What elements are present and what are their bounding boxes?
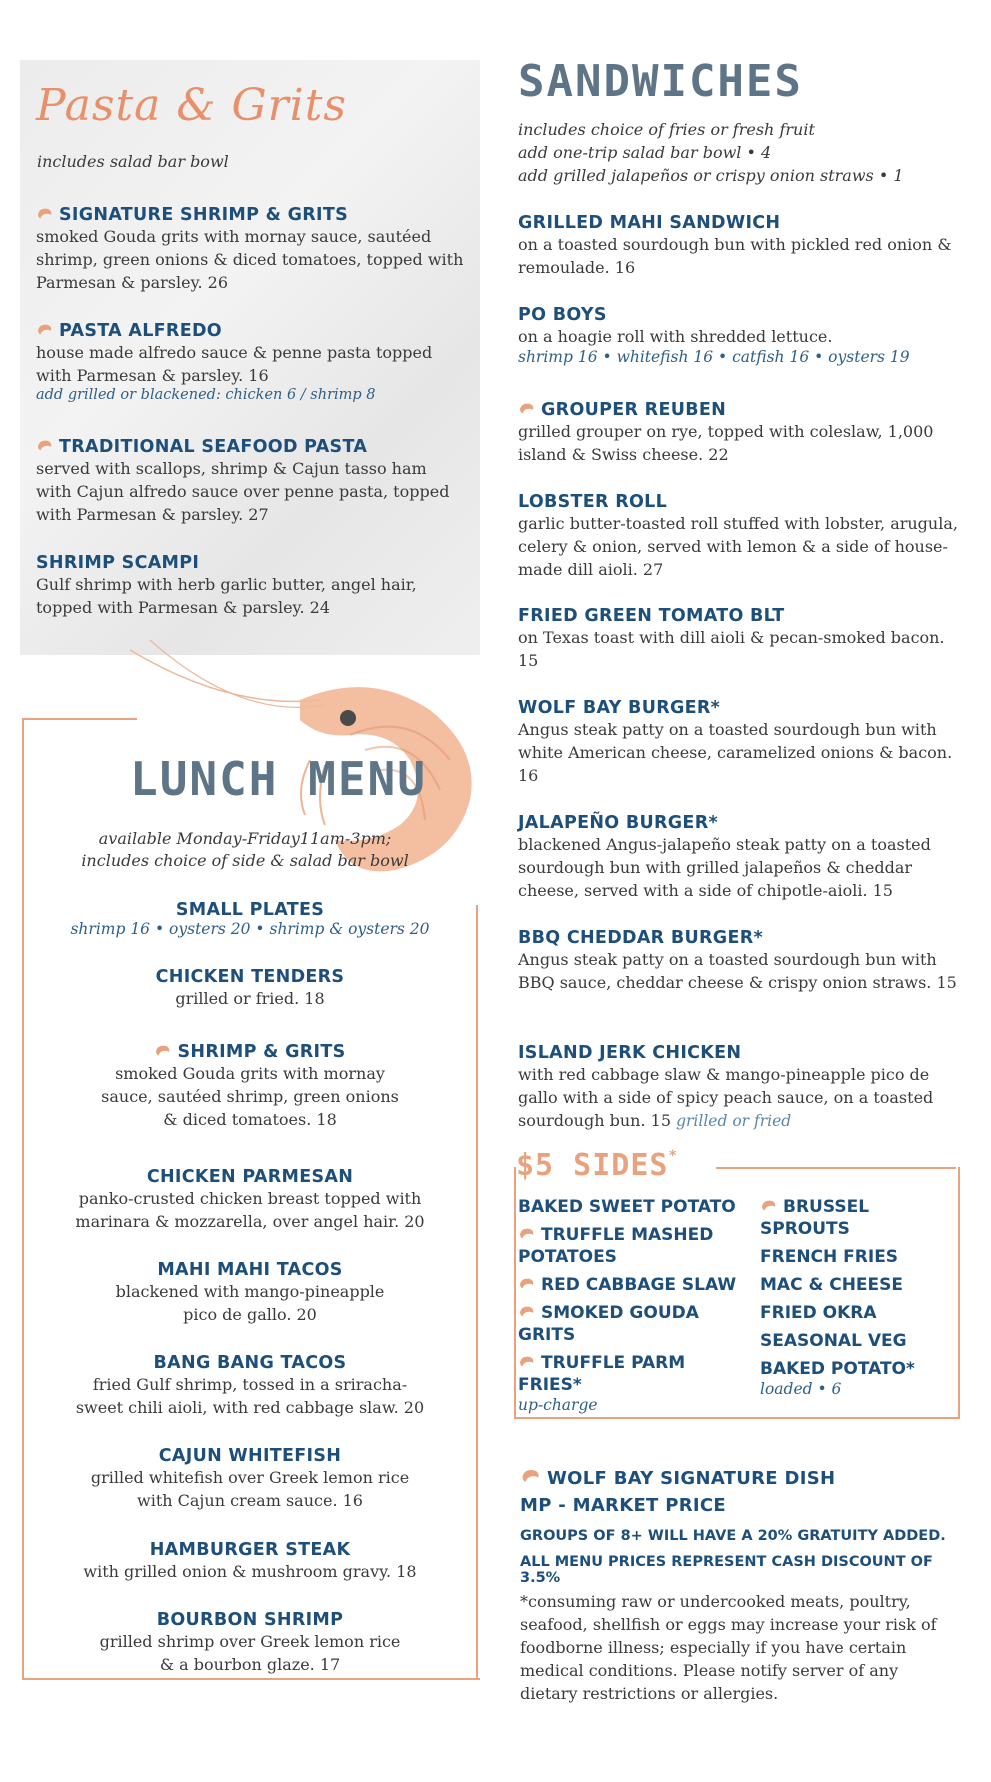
side-item: BRUSSEL SPROUTS <box>760 1197 870 1239</box>
food-warning: *consuming raw or undercooked meats, poultry, seafood, shellfish or eggs may increase your risk of foodborne illness; especially if you have certain medical conditions. Please notify server of any dietary restrictions or allergies. <box>520 1592 937 1703</box>
side-note: up-charge <box>518 1396 598 1414</box>
item-name: HAMBURGER STEAK <box>149 1540 351 1560</box>
item-name: CHICKEN PARMESAN <box>146 1167 354 1187</box>
item-desc: & a bourbon glaze. 17 <box>159 1655 341 1674</box>
lunch-item <box>30 1446 470 1512</box>
item-name: JALAPEÑO BURGER* <box>518 813 718 833</box>
item-desc: fried Gulf shrimp, tossed in a sriracha- <box>92 1375 408 1394</box>
sides-frame-top <box>716 1167 956 1169</box>
lunch-item <box>30 1610 470 1676</box>
item-desc: blackened with mango-pineapple <box>115 1282 385 1301</box>
item-name: PO BOYS <box>518 305 607 325</box>
sandwiches-sub-line: includes choice of fries or fresh fruit <box>518 120 815 139</box>
item-desc: garlic butter-toasted roll stuffed with lobster, arugula, celery & onion, served with lemon & a side of house-made dill aioli. 27 <box>518 514 958 579</box>
item-desc: on a hoagie roll with shredded lettuce. <box>518 327 833 346</box>
item-name: SIGNATURE SHRIMP & GRITS <box>59 205 348 225</box>
lunch-subtitle <box>40 828 450 872</box>
item-desc: & diced tomatoes. 18 <box>163 1110 337 1129</box>
sandwiches-sub-line: add grilled jalapeños or crispy onion straws • 1 <box>518 166 904 185</box>
shrimp-icon <box>520 1468 542 1485</box>
pasta-subtitle: includes salad bar bowl <box>37 152 229 171</box>
item-desc: grilled grouper on rye, topped with coleslaw, 1,000 island & Swiss cheese. 22 <box>518 422 934 464</box>
lunch-item <box>30 1167 470 1233</box>
item-desc: grilled or fried. 18 <box>175 989 325 1008</box>
side-item: RED CABBAGE SLAW <box>541 1275 737 1295</box>
pasta-item <box>36 437 466 526</box>
item-name: CHICKEN TENDERS <box>155 967 345 987</box>
item-desc: sweet chili aioli, with red cabbage slaw. 20 <box>75 1398 425 1417</box>
sandwich-item <box>518 305 958 366</box>
small-plates <box>30 900 470 938</box>
sandwich-item <box>518 813 958 902</box>
item-desc: panko-crusted chicken breast topped with <box>78 1189 422 1208</box>
side-item: SMOKED GOUDA GRITS <box>518 1303 699 1345</box>
shrimp-icon <box>518 1305 536 1319</box>
item-name: PASTA ALFREDO <box>59 321 222 341</box>
shrimp-icon <box>518 1355 536 1369</box>
shrimp-icon <box>518 402 536 416</box>
item-name: SHRIMP SCAMPI <box>36 553 200 573</box>
footer <box>520 1468 960 1705</box>
shrimp-icon <box>518 1277 536 1291</box>
shrimp-icon <box>36 323 54 337</box>
sandwich-item <box>518 606 958 672</box>
item-name: TRADITIONAL SEAFOOD PASTA <box>59 437 368 457</box>
shrimp-icon <box>760 1199 778 1213</box>
cash-discount-note: ALL MENU PRICES REPRESENT CASH DISCOUNT OF 3.5% <box>520 1554 933 1586</box>
item-desc: grilled shrimp over Greek lemon rice <box>99 1632 401 1651</box>
item-note: grilled or fried <box>676 1112 792 1130</box>
item-desc: pico de gallo. 20 <box>183 1305 317 1324</box>
lunch-frame-right <box>476 905 478 1678</box>
small-plates-prices: shrimp 16 • oysters 20 • shrimp & oysters 20 <box>70 920 430 938</box>
side-item: BAKED SWEET POTATO <box>518 1197 736 1217</box>
lunch-subtitle-line: available Monday-Friday11am-3pm; <box>98 829 392 848</box>
lunch-item <box>30 1260 470 1326</box>
item-desc: with red cabbage slaw & mango-pineapple pico de gallo with a side of spicy peach sauce, on a toasted sourdough bun. 15 <box>518 1065 934 1130</box>
item-desc: sauce, sautéed shrimp, green onions <box>101 1087 399 1106</box>
side-item: FRENCH FRIES <box>760 1247 899 1267</box>
item-name: BBQ CHEDDAR BURGER* <box>518 928 763 948</box>
item-name: CAJUN WHITEFISH <box>158 1446 342 1466</box>
side-item: TRUFFLE MASHED POTATOES <box>518 1225 714 1267</box>
item-desc: on Texas toast with dill aioli & pecan-smoked bacon. 15 <box>518 628 945 670</box>
item-name: SHRIMP & GRITS <box>177 1042 346 1062</box>
lunch-item <box>30 1353 470 1419</box>
market-price-label: MP - MARKET PRICE <box>520 1495 726 1516</box>
item-note: add grilled or blackened: chicken 6 / shrimp 8 <box>36 387 376 403</box>
sandwich-item <box>518 928 958 994</box>
sandwiches-subtitle <box>518 118 904 187</box>
item-desc: with Cajun cream sauce. 16 <box>137 1491 363 1510</box>
shrimp-icon <box>154 1044 172 1058</box>
side-note: loaded • 6 <box>760 1380 842 1398</box>
side-item: FRIED OKRA <box>760 1303 877 1323</box>
item-desc: Angus steak patty on a toasted sourdough bun with white American cheese, caramelized onions & bacon. 16 <box>518 720 953 785</box>
item-desc: served with scallops, shrimp & Cajun tasso ham with Cajun alfredo sauce over penne pasta, topped with Parmesan & parsley. 27 <box>36 459 450 524</box>
lunch-item <box>30 1540 470 1583</box>
item-desc: house made alfredo sauce & penne pasta topped with Parmesan & parsley. 16 <box>36 343 433 385</box>
sandwiches-title: SANDWICHES <box>518 56 803 107</box>
side-item: BAKED POTATO* <box>760 1359 915 1379</box>
side-item: TRUFFLE PARM FRIES* <box>518 1353 686 1395</box>
pasta-item <box>36 321 466 403</box>
side-item: MAC & CHEESE <box>760 1275 903 1295</box>
sandwiches-sub-line: add one-trip salad bar bowl • 4 <box>518 143 772 162</box>
item-name: WOLF BAY BURGER* <box>518 698 721 718</box>
item-name: GRILLED MAHI SANDWICH <box>518 213 781 233</box>
sides-left-col <box>518 1196 748 1414</box>
gratuity-note: GROUPS OF 8+ WILL HAVE A 20% GRATUITY ADDED. <box>520 1528 946 1544</box>
lunch-item <box>30 1042 470 1131</box>
item-desc: smoked Gouda grits with mornay sauce, sautéed shrimp, green onions & diced tomatoes, topped with Parmesan & parsley. 26 <box>36 227 464 292</box>
item-desc: marinara & mozzarella, over angel hair. 20 <box>75 1212 425 1231</box>
sandwich-item <box>518 492 958 581</box>
item-desc: smoked Gouda grits with mornay <box>115 1064 385 1083</box>
item-name: BOURBON SHRIMP <box>156 1610 344 1630</box>
sides-right-col <box>760 1196 955 1398</box>
lunch-title: LUNCH MENU <box>130 752 427 806</box>
sides-star: * <box>668 1148 678 1164</box>
item-desc: with grilled onion & mushroom gravy. 18 <box>83 1562 417 1581</box>
pasta-item <box>36 553 466 619</box>
item-desc: blackened Angus-jalapeño steak patty on a toasted sourdough bun with grilled jalapeños & cheddar cheese, served with a side of chipotle-aioli. 15 <box>518 835 931 900</box>
sandwich-item <box>518 698 958 787</box>
side-item: SEASONAL VEG <box>760 1331 907 1351</box>
item-name: ISLAND JERK CHICKEN <box>518 1043 742 1063</box>
item-name: MAHI MAHI TACOS <box>157 1260 343 1280</box>
shrimp-icon <box>36 439 54 453</box>
item-name: SMALL PLATES <box>175 900 325 920</box>
item-desc: Gulf shrimp with herb garlic butter, angel hair, topped with Parmesan & parsley. 24 <box>36 575 417 617</box>
shrimp-icon <box>36 207 54 221</box>
item-note: shrimp 16 • whitefish 16 • catfish 16 • oysters 19 <box>518 348 910 366</box>
item-desc: grilled whitefish over Greek lemon rice <box>90 1468 410 1487</box>
lunch-item <box>30 967 470 1010</box>
signature-label: WOLF BAY SIGNATURE DISH <box>547 1468 836 1489</box>
shrimp-icon <box>518 1227 536 1241</box>
sandwich-item <box>518 213 958 279</box>
item-name: FRIED GREEN TOMATO BLT <box>518 606 785 626</box>
pasta-item <box>36 205 466 294</box>
sandwich-item <box>518 1043 958 1133</box>
item-name: GROUPER REUBEN <box>541 400 727 420</box>
item-name: BANG BANG TACOS <box>153 1353 347 1373</box>
sides-title-text: $5 SIDES <box>516 1148 669 1183</box>
item-desc: on a toasted sourdough bun with pickled red onion & remoulade. 16 <box>518 235 952 277</box>
item-name: LOBSTER ROLL <box>518 492 668 512</box>
lunch-subtitle-line: includes choice of side & salad bar bowl <box>81 851 409 870</box>
sides-title <box>516 1148 678 1183</box>
item-desc: Angus steak patty on a toasted sourdough bun with BBQ sauce, cheddar cheese & crispy onion straws. 15 <box>518 950 957 992</box>
sandwich-item <box>518 400 958 466</box>
pasta-title: Pasta & Grits <box>36 80 348 131</box>
